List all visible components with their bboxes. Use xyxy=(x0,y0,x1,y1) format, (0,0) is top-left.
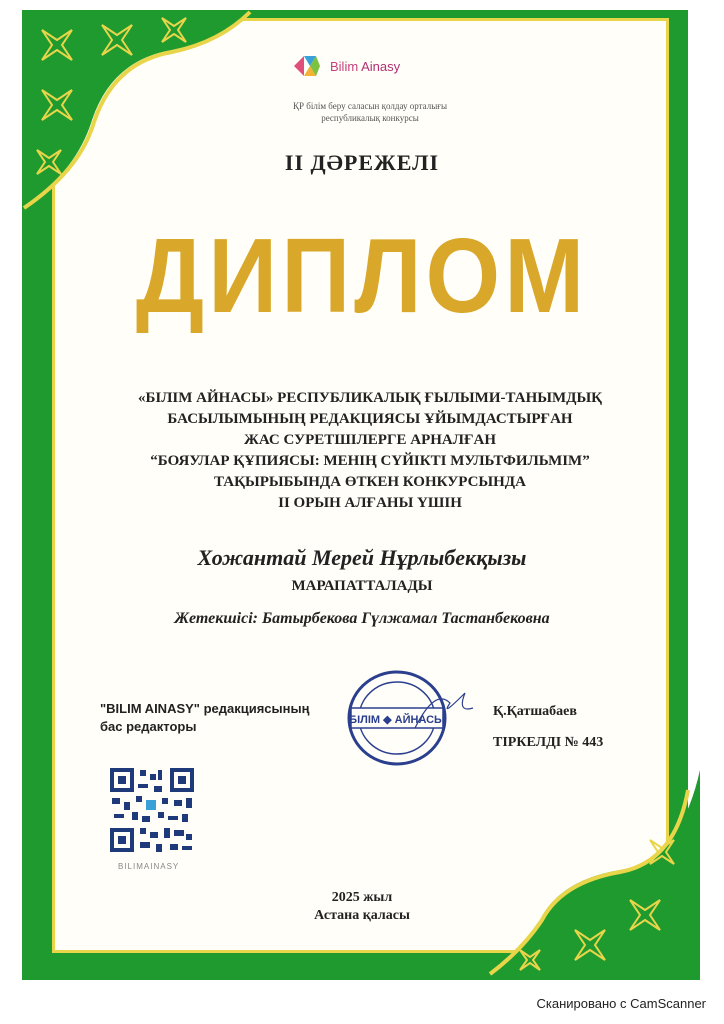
subtitle: ҚР білім беру саласын қолдау орталығы республикалық конкурсы xyxy=(292,101,448,123)
registration-number: ТІРКЕЛДІ № 443 xyxy=(493,735,604,750)
scanner-watermark: Сканировано с CamScanner xyxy=(536,996,706,1011)
official-stamp xyxy=(345,668,475,768)
diploma-title: ДИПЛОМ xyxy=(135,217,589,336)
stamp-text: БІЛІМ ◆ АЙНАСЫ xyxy=(349,714,445,726)
qr-code xyxy=(110,768,194,858)
city: Астана қаласы xyxy=(314,908,410,923)
signer-name: Қ.Қатшабаев xyxy=(493,704,577,719)
qr-caption: BILIMAINASY xyxy=(118,862,180,871)
supervisor: Жетекшісі: Батырбекова Гүлжамал Тастанбековна xyxy=(174,610,550,627)
degree-label: II ДӘРЕЖЕЛІ xyxy=(284,150,440,175)
year: 2025 жыл xyxy=(331,890,393,905)
editor-title: "BILIM AINASY" редакциясының бас редакторы xyxy=(100,701,310,734)
logo-text: Bilim Ainasy xyxy=(330,58,401,74)
logo xyxy=(290,52,400,80)
bilim-ainasy-logo-icon xyxy=(290,52,324,80)
award-description: «БІЛІМ АЙНАСЫ» РЕСПУБЛИКАЛЫҚ ҒЫЛЫМИ-ТАНЫМДЫҚ БАСЫЛЫМЫНЫҢ РЕДАКЦИЯСЫ ҰЙЫМДАСТЫРҒАН ЖАС СУРЕТШІЛЕРГЕ АРНАЛҒАН “БОЯУЛАР ҚҰПИЯСЫ: МЕНІҢ СҮЙІКТІ МУЛЬТФИЛЬМІМ” ТАҚЫРЫБЫНДА ӨТКЕН КОНКУРСЫНДА II ОРЫН АЛҒАНЫ ҮШІН xyxy=(137,390,603,511)
awarded-label: МАРАПАТТАЛАДЫ xyxy=(291,578,433,594)
recipient-name: Хожантай Мерей Нұрлыбекқызы xyxy=(197,545,527,570)
